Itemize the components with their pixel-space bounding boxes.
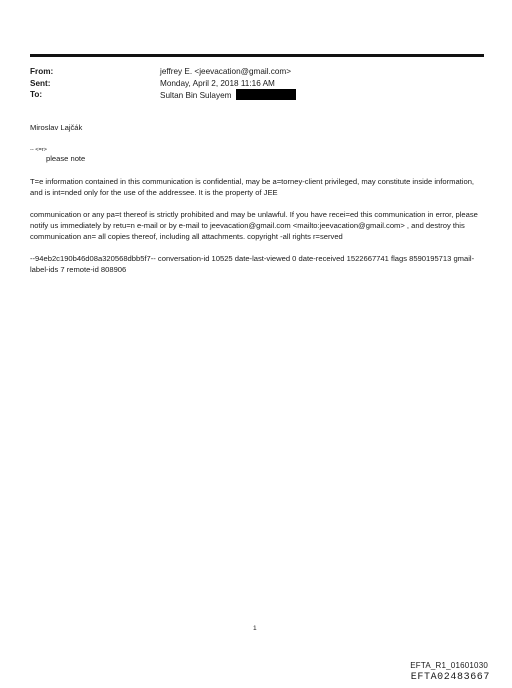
redaction-box [236, 89, 296, 100]
efta-r1-stamp: EFTA_R1_01601030 [410, 661, 488, 670]
sent-value: Monday, April 2, 2018 11:16 AM [160, 78, 275, 88]
to-value-wrap [160, 89, 484, 102]
sent-row [30, 78, 484, 90]
header-rule [30, 54, 484, 57]
efta-number-stamp: EFTA02483667 [410, 672, 490, 683]
from-value: jeffrey E. <jeevacation@gmail.com> [160, 67, 292, 76]
metadata-paragraph: --94eb2c190b46d08a320568dbb5f7-- conversation-id 10525 date-last-viewed 0 date-received 1522667741 flags 8590195713 gmail-label-ids 7 remote-id 808906 [30, 254, 475, 274]
note-text: please note [46, 153, 86, 163]
to-value: Sultan Bin Sulayem [160, 91, 232, 100]
email-header [30, 66, 484, 102]
from-label: From: [30, 67, 54, 76]
quote-marker: -- <=r> [30, 146, 47, 153]
page-number: 1 [253, 625, 257, 632]
to-label: To: [30, 90, 43, 99]
to-row [30, 89, 484, 102]
confidentiality-paragraph: T=e information contained in this communication is confidential, may be a=torney-client privileged, may constitute inside information, and is int=nded only for the use of the addressee. It is the property of JEE [30, 177, 475, 197]
disclaimer-paragraph: communication or any pa=t thereof is strictly prohibited and may be unlawful. If you have recei=ed this communication in error, please notify us immediately by retu=n e-mail or by e-mail to jeevacation@gmail.com <mailto:jeevacation@gmail.com> , and destroy this communication an= all copies thereof, including all attachments. copyright -all rights r=served [30, 210, 478, 241]
email-body [30, 123, 484, 275]
signature-name: Miroslav Lajčák [30, 123, 83, 132]
sent-label: Sent: [30, 78, 51, 88]
from-row [30, 66, 484, 78]
